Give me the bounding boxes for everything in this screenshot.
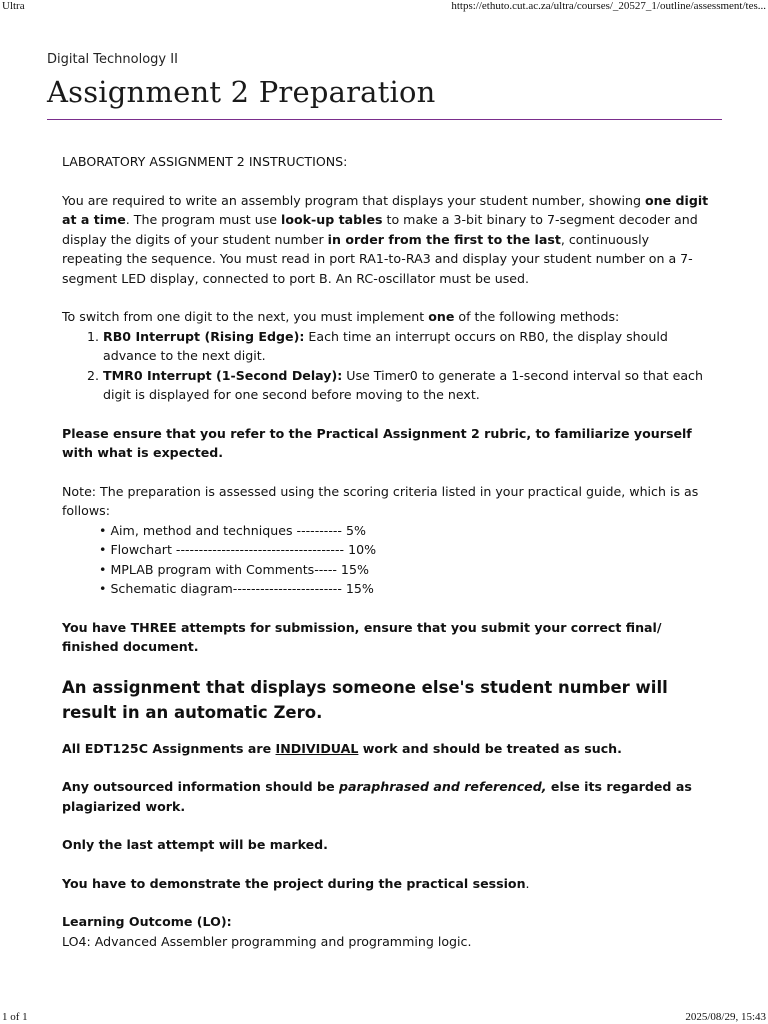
attempts-notice: You have THREE attempts for submission, ensure that you submit your correct final/ finished document. (62, 619, 662, 654)
print-header-url[interactable]: https://ethuto.cut.ac.za/ultra/courses/_20527_1/outline/assessment/tes... (451, 0, 766, 12)
print-header (0, 0, 768, 16)
requirements-paragraph: You are required to write an assembly program that displays your student number, showing one digit at a time. The program must use look-up tables to make a 3-bit binary to 7-segment decoder and display the digits of your student number in order from the first to the last, continuously repeating the sequence. You must read in port RA1-to-RA3 and display your student number on a 7-segment LED display, connected to port B. An RC-oscillator must be used. (62, 192, 709, 286)
individual-notice: All EDT125C Assignments are INDIVIDUAL work and should be treated as such. (62, 740, 622, 756)
rubric-notice: Please ensure that you refer to the Practical Assignment 2 rubric, to familiarize yourself with what is expected. (62, 425, 692, 460)
demonstrate-notice: You have to demonstrate the project during the practical session. (62, 875, 530, 891)
assessment-note: Note: The preparation is assessed using the scoring criteria listed in your practical guide, which is as follows: (62, 483, 699, 518)
page-title: Assignment 2 Preparation (47, 75, 436, 109)
instructions-heading: LABORATORY ASSIGNMENT 2 INSTRUCTIONS: (62, 154, 348, 169)
criteria-list (62, 521, 712, 599)
print-footer (0, 1008, 768, 1024)
criteria-item: • Aim, method and techniques ---------- 5% (99, 521, 712, 541)
switch-methods-intro: To switch from one digit to the next, you must implement one of the following methods: (62, 309, 620, 324)
page-count: 1 of 1 (2, 1011, 28, 1023)
print-datetime: 2025/08/29, 15:43 (685, 1011, 766, 1023)
zero-warning: An assignment that displays someone else's student number will result in an automatic Zero. (62, 677, 668, 722)
course-name[interactable]: Digital Technology II (47, 52, 178, 67)
criteria-item: • MPLAB program with Comments----- 15% (99, 560, 712, 580)
page-header (47, 52, 722, 109)
outsourced-notice: Any outsourced information should be paraphrased and referenced, else its regarded as plagiarized work. (62, 779, 692, 814)
instructions-body (62, 152, 712, 951)
methods-list (62, 327, 712, 405)
title-divider (47, 119, 722, 120)
learning-outcome-text: LO4: Advanced Assembler programming and programming logic. (62, 933, 472, 949)
print-header-title: Ultra (2, 0, 25, 12)
method-item: 1. RB0 Interrupt (Rising Edge): Each time an interrupt occurs on RB0, the display should advance to the next digit. (103, 327, 712, 366)
criteria-item: • Flowchart ------------------------------------- 10% (99, 540, 712, 560)
criteria-item: • Schematic diagram------------------------ 15% (99, 579, 712, 599)
learning-outcome-heading: Learning Outcome (LO): (62, 914, 232, 929)
last-attempt-notice: Only the last attempt will be marked. (62, 837, 328, 852)
method-item: 2. TMR0 Interrupt (1-Second Delay): Use Timer0 to generate a 1-second interval so that each digit is displayed for one second before moving to the next. (103, 366, 712, 405)
